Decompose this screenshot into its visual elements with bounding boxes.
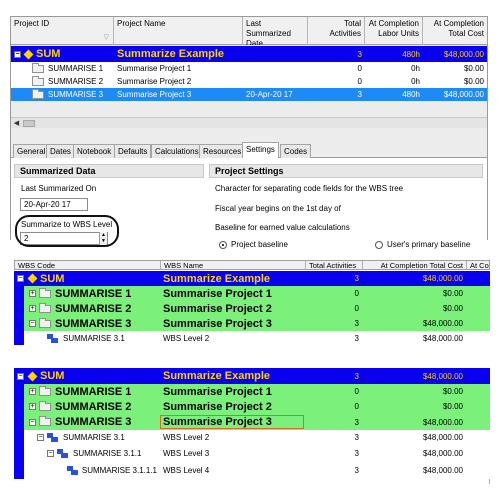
- table-row[interactable]: [11, 75, 487, 88]
- projects-panel: [10, 16, 488, 249]
- row-name: Summarise Project 2: [117, 77, 192, 86]
- tab-calculations[interactable]: Calculations: [151, 144, 203, 158]
- row-cost: $48,000.00: [422, 371, 463, 381]
- row-id: SUMMARISE 3: [48, 90, 104, 99]
- row-name: Summarise Project 3: [117, 90, 192, 99]
- project-baseline-label: Project baseline: [231, 240, 288, 249]
- row-activities: 0: [354, 289, 359, 298]
- row-cost: $0.00: [442, 304, 463, 313]
- table-row-eps-sum[interactable]: [14, 368, 490, 384]
- row-code: SUMMARISE 3.1: [63, 333, 125, 343]
- row-labor: 0h: [411, 77, 420, 86]
- row-code: SUMMARISE 3.1.1.1: [81, 465, 157, 475]
- row-cost: $48,000.00: [422, 465, 463, 475]
- col-total-activities[interactable]: Total Activities: [308, 17, 365, 45]
- minus-icon[interactable]: −: [38, 434, 43, 441]
- selected-cell-outline: [160, 415, 304, 429]
- row-code: SUM: [40, 370, 65, 382]
- col-project-name[interactable]: Project Name: [114, 17, 243, 45]
- row-cost: $48,000.00: [422, 417, 463, 427]
- wbs-node-icon: [57, 449, 68, 458]
- scroll-thumb[interactable]: [23, 120, 35, 127]
- row-code: SUMMARISE 3: [55, 317, 132, 330]
- row-name: Summarize Example: [163, 370, 270, 382]
- table-row-selected[interactable]: [11, 88, 487, 101]
- row-cost: $48,000.00: [422, 274, 463, 283]
- row-name: Summarise Project 1: [163, 385, 272, 398]
- summarize-level-input[interactable]: 2: [20, 232, 108, 245]
- last-summarized-field: 20-Apr-20 17: [20, 198, 88, 211]
- col-total-cost[interactable]: At Completion Total Cost: [363, 261, 467, 270]
- detail-tabs: [11, 142, 487, 158]
- minus-icon[interactable]: −: [30, 320, 35, 327]
- wbs-panel-level4: [14, 368, 490, 484]
- row-code: SUMMARISE 3.1.1: [73, 448, 142, 458]
- indent-bar: [14, 445, 24, 461]
- row-cost: $48,000.00: [422, 448, 463, 458]
- row-activities: 3: [354, 465, 359, 475]
- folder-icon: [39, 418, 51, 426]
- summarized-data-header: Summarized Data: [14, 164, 204, 178]
- row-labor: 480h: [402, 49, 420, 59]
- row-code: SUMMARISE 2: [55, 302, 132, 315]
- highlight-circle: [15, 215, 119, 247]
- table-row[interactable]: [14, 384, 490, 399]
- indent-bar: [14, 430, 24, 445]
- row-id: SUMMARISE 2: [48, 77, 104, 86]
- row-code: SUMMARISE 3.1: [63, 433, 125, 442]
- wbs-grid-header: [14, 260, 490, 270]
- row-id: SUMMARISE 1: [48, 64, 104, 73]
- wbs-panel-level2: [14, 260, 490, 352]
- settings-detail: [11, 158, 487, 249]
- indent-bar: [14, 316, 24, 331]
- table-row[interactable]: [14, 430, 490, 445]
- indent-bar: [14, 286, 24, 301]
- row-code: SUMMARISE 2: [55, 400, 132, 413]
- row-activities: 0: [354, 387, 359, 396]
- col-total-activities[interactable]: Total Activities: [306, 261, 363, 270]
- row-activities: 3: [357, 90, 362, 99]
- row-name: Summarise Project 1: [163, 287, 272, 300]
- row-code: SUMMARISE 1: [55, 287, 132, 300]
- fiscal-year-label: Fiscal year begins on the 1st day of: [215, 204, 341, 213]
- baseline-label: Baseline for earned value calculations: [215, 223, 350, 232]
- scroll-left-icon[interactable]: ◀: [13, 120, 20, 127]
- table-row[interactable]: [14, 331, 490, 345]
- table-row-eps-sum[interactable]: [11, 46, 487, 62]
- user-baseline-label: User's primary baseline: [387, 240, 471, 249]
- table-row[interactable]: [14, 286, 490, 301]
- row-name: Summarise Project 3: [163, 317, 272, 330]
- row-date: 20-Apr-20 17: [246, 90, 293, 99]
- folder-icon: [39, 320, 51, 328]
- folder-icon: [39, 290, 51, 298]
- row-cost: $0.00: [442, 387, 463, 396]
- indent-bar: [14, 384, 24, 399]
- plus-icon[interactable]: +: [30, 305, 35, 312]
- col-wbs-name[interactable]: WBS Name: [161, 261, 306, 270]
- row-id: SUM: [36, 48, 61, 60]
- table-row[interactable]: [14, 445, 490, 461]
- table-row[interactable]: [14, 461, 490, 479]
- row-code: SUMMARISE 3: [55, 416, 132, 428]
- row-name: WBS Level 2: [163, 433, 210, 442]
- tab-dates[interactable]: Dates: [46, 144, 75, 158]
- folder-icon: [32, 91, 44, 99]
- col-labor-units[interactable]: At Completion Labor Units: [365, 17, 423, 45]
- row-activities: 0: [354, 402, 359, 411]
- plus-icon[interactable]: +: [30, 388, 35, 395]
- indent-bar: [14, 461, 24, 479]
- filter-icon[interactable]: ▽: [103, 34, 109, 41]
- col-last-summarized[interactable]: Last Summarized Date: [243, 17, 308, 45]
- col-project-id[interactable]: Project ID ▽: [11, 17, 114, 45]
- row-cost: $48,000.00: [443, 49, 484, 59]
- row-cost: $0.00: [463, 64, 484, 73]
- tab-defaults[interactable]: Defaults: [114, 144, 151, 158]
- tab-settings[interactable]: Settings: [242, 142, 279, 158]
- minus-icon[interactable]: −: [18, 275, 23, 282]
- indent-bar: [14, 414, 24, 430]
- project-settings-header: Project Settings: [209, 164, 483, 178]
- row-name: WBS Level 4: [163, 465, 210, 475]
- diamond-icon: [28, 274, 38, 284]
- diamond-icon: [28, 371, 38, 381]
- row-name: Summarise Project 3: [163, 416, 272, 428]
- wbs-node-icon: [47, 334, 58, 343]
- row-code: SUMMARISE 1: [55, 385, 132, 398]
- minus-icon[interactable]: −: [18, 372, 23, 380]
- projects-grid-header: [11, 17, 487, 45]
- last-summarized-label: Last Summarized On: [21, 184, 97, 193]
- folder-icon: [39, 305, 51, 313]
- user-baseline-radio[interactable]: [375, 241, 383, 249]
- col-total-cost[interactable]: At Completion Total Cost: [433, 19, 484, 38]
- indent-bar: [14, 301, 24, 316]
- minus-icon[interactable]: −: [15, 50, 20, 58]
- diamond-icon: [24, 49, 34, 59]
- minus-icon[interactable]: −: [48, 449, 53, 457]
- folder-icon: [32, 65, 44, 73]
- row-name: Summarise Project 1: [117, 64, 192, 73]
- row-cost: $48,000.00: [443, 90, 484, 99]
- row-activities: 0: [357, 77, 362, 86]
- table-row[interactable]: [11, 62, 487, 75]
- col-at-completion[interactable]: At Co: [470, 261, 489, 270]
- row-activities: 3: [354, 274, 359, 283]
- indent-bar: [14, 399, 24, 414]
- wbs-node-icon: [47, 433, 58, 442]
- level-stepper[interactable]: ▲ ▼: [99, 232, 107, 245]
- table-row-selected[interactable]: [14, 414, 490, 430]
- tab-codes[interactable]: Codes: [280, 144, 311, 158]
- row-cost: $0.00: [442, 402, 463, 411]
- summarize-level-label: Summarize to WBS Level: [21, 220, 113, 229]
- row-code: SUM: [40, 272, 65, 285]
- project-baseline-radio[interactable]: [219, 241, 227, 249]
- minus-icon[interactable]: −: [30, 418, 35, 426]
- row-name: Summarize Example: [117, 48, 224, 60]
- tab-notebook[interactable]: Notebook: [73, 144, 115, 158]
- table-row-eps-sum[interactable]: [14, 271, 490, 286]
- row-cost: $48,000.00: [422, 319, 463, 328]
- row-activities: 3: [354, 433, 359, 442]
- plus-icon[interactable]: +: [30, 290, 35, 297]
- row-activities: 3: [354, 333, 359, 343]
- folder-icon: [39, 388, 51, 396]
- row-cost: $0.00: [463, 77, 484, 86]
- col-wbs-code[interactable]: WBS Code: [15, 261, 161, 270]
- table-row[interactable]: [14, 316, 490, 331]
- indent-bar: [14, 331, 24, 345]
- table-row[interactable]: [14, 301, 490, 316]
- row-activities: 3: [357, 49, 362, 59]
- horizontal-scrollbar[interactable]: [11, 117, 487, 128]
- tab-resources[interactable]: Resources: [199, 144, 245, 158]
- row-name: WBS Level 3: [163, 448, 210, 458]
- row-activities: 3: [354, 371, 359, 381]
- row-activities: 0: [354, 304, 359, 313]
- folder-icon: [39, 403, 51, 411]
- row-cost: $0.00: [442, 289, 463, 298]
- row-name: WBS Level 2: [163, 333, 210, 343]
- row-name: Summarise Project 2: [163, 400, 272, 413]
- row-cost: $48,000.00: [422, 433, 463, 442]
- row-labor: 480h: [402, 90, 420, 99]
- row-cost: $48,000.00: [422, 333, 463, 343]
- row-activities: 0: [357, 64, 362, 73]
- row-name: Summarise Project 2: [163, 302, 272, 315]
- row-name: Summarize Example: [163, 272, 270, 285]
- table-row[interactable]: [14, 399, 490, 414]
- row-activities: 3: [354, 319, 359, 328]
- tab-general[interactable]: General: [13, 144, 49, 158]
- folder-icon: [32, 78, 44, 86]
- row-labor: 0h: [411, 64, 420, 73]
- row-activities: 3: [354, 417, 359, 427]
- row-activities: 3: [354, 448, 359, 458]
- plus-icon[interactable]: +: [30, 403, 35, 410]
- wbs-node-icon: [67, 466, 77, 475]
- separator-setting-label: Character for separating code fields for the WBS tree: [215, 184, 404, 193]
